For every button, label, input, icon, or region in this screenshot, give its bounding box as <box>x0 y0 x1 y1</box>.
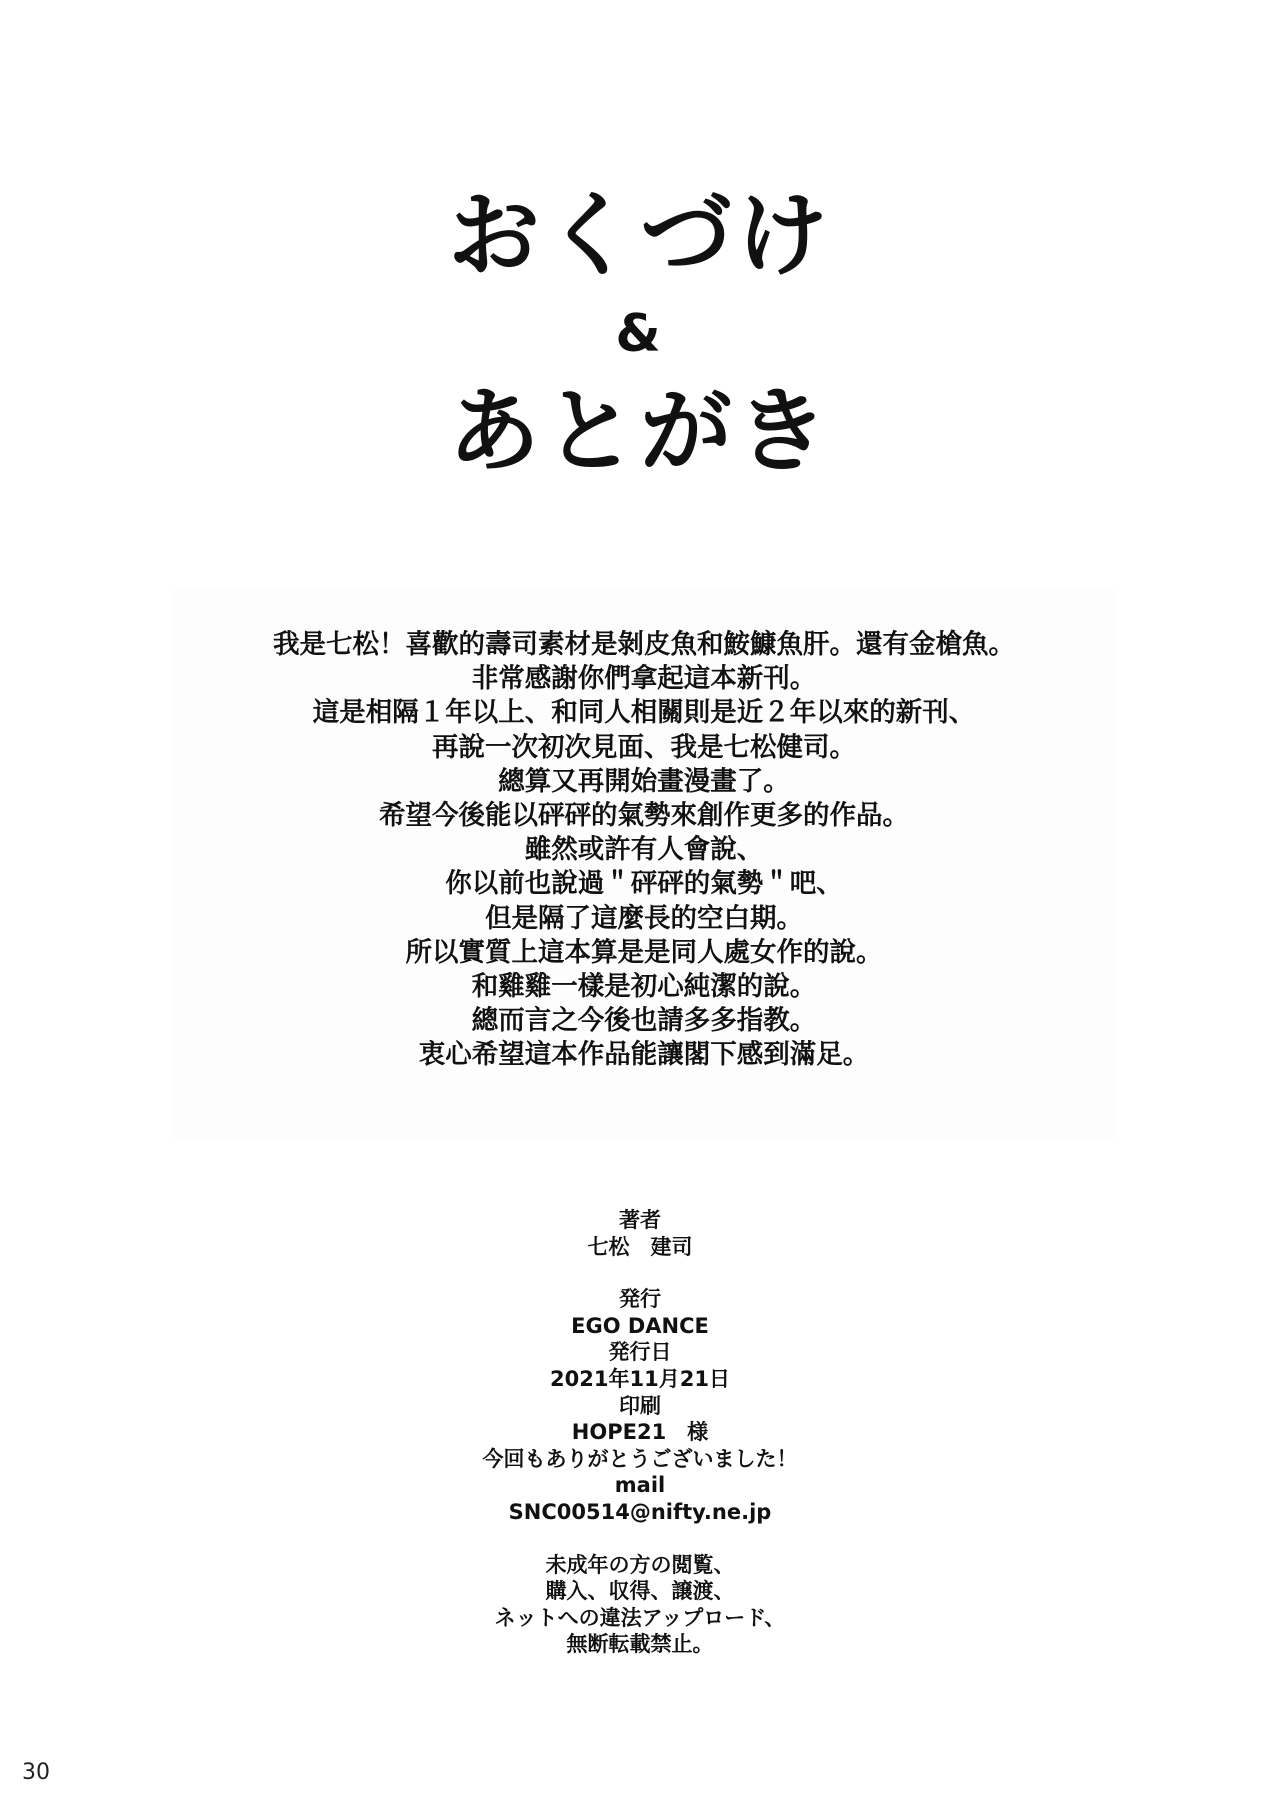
message-line: 但是隔了這麼長的空白期。 <box>485 902 803 934</box>
message-line: 非常感謝你們拿起這本新刊。 <box>471 663 817 695</box>
afterword-message <box>172 588 1116 1140</box>
message-line: 我是七松！喜歡的壽司素材是剝皮魚和鮟鱇魚肝。還有金槍魚。 <box>273 629 1015 660</box>
notice-line: 未成年の方の閲覧、 <box>545 1552 735 1577</box>
message-line: 衷心希望這本作品能讓閣下感到滿足。 <box>418 1039 870 1071</box>
title-ampersand: & <box>615 304 665 364</box>
publisher-label: 発行 <box>619 1287 661 1312</box>
notice-line: 無断転載禁止。 <box>566 1632 714 1657</box>
mail-label: mail <box>614 1473 666 1498</box>
page-number: 30 <box>22 1760 50 1785</box>
publisher-name: EGO DANCE <box>571 1313 709 1338</box>
message-line: 總而言之今後也請多多指教。 <box>471 1005 817 1037</box>
date-label: 発行日 <box>608 1340 672 1365</box>
author-label: 著者 <box>619 1208 661 1232</box>
message-line: 你以前也說過＂砰砰的氣勢＂吧、 <box>445 868 843 900</box>
message-line: 再說一次初次見面、我是七松健司。 <box>432 731 856 763</box>
thanks-text: 今回もありがとうございました！ <box>482 1446 798 1471</box>
message-line: 希望今後能以砰砰的氣勢來創作更多的作品。 <box>379 800 909 832</box>
printer-name: HOPE21 様 <box>571 1420 709 1445</box>
title-okuzuke: おくづけ <box>447 182 832 289</box>
date-value: 2021年11月21日 <box>550 1366 730 1391</box>
notice-line: ネットへの違法アップロード、 <box>494 1605 786 1630</box>
mail-address: SNC00514@nifty.ne.jp <box>508 1499 772 1524</box>
message-line: 總算又再開始畫漫畫了。 <box>498 765 790 797</box>
notice-line: 購入、収得、譲渡、 <box>545 1579 735 1604</box>
title-atogaki: あとがき <box>447 378 832 485</box>
message-line: 雖然或許有人會說、 <box>524 834 764 866</box>
message-line: 和雞雞一樣是初心純潔的說。 <box>471 971 817 1003</box>
author-name: 七松 建司 <box>587 1234 693 1259</box>
colophon <box>0 1207 1280 1658</box>
message-line: 這是相隔１年以上、和同人相關則是近２年以來的新刊、 <box>312 697 976 729</box>
message-line: 所以實質上這本算是是同人處女作的說。 <box>405 936 883 968</box>
title-block <box>0 182 1280 485</box>
printing-label: 印刷 <box>619 1393 661 1418</box>
